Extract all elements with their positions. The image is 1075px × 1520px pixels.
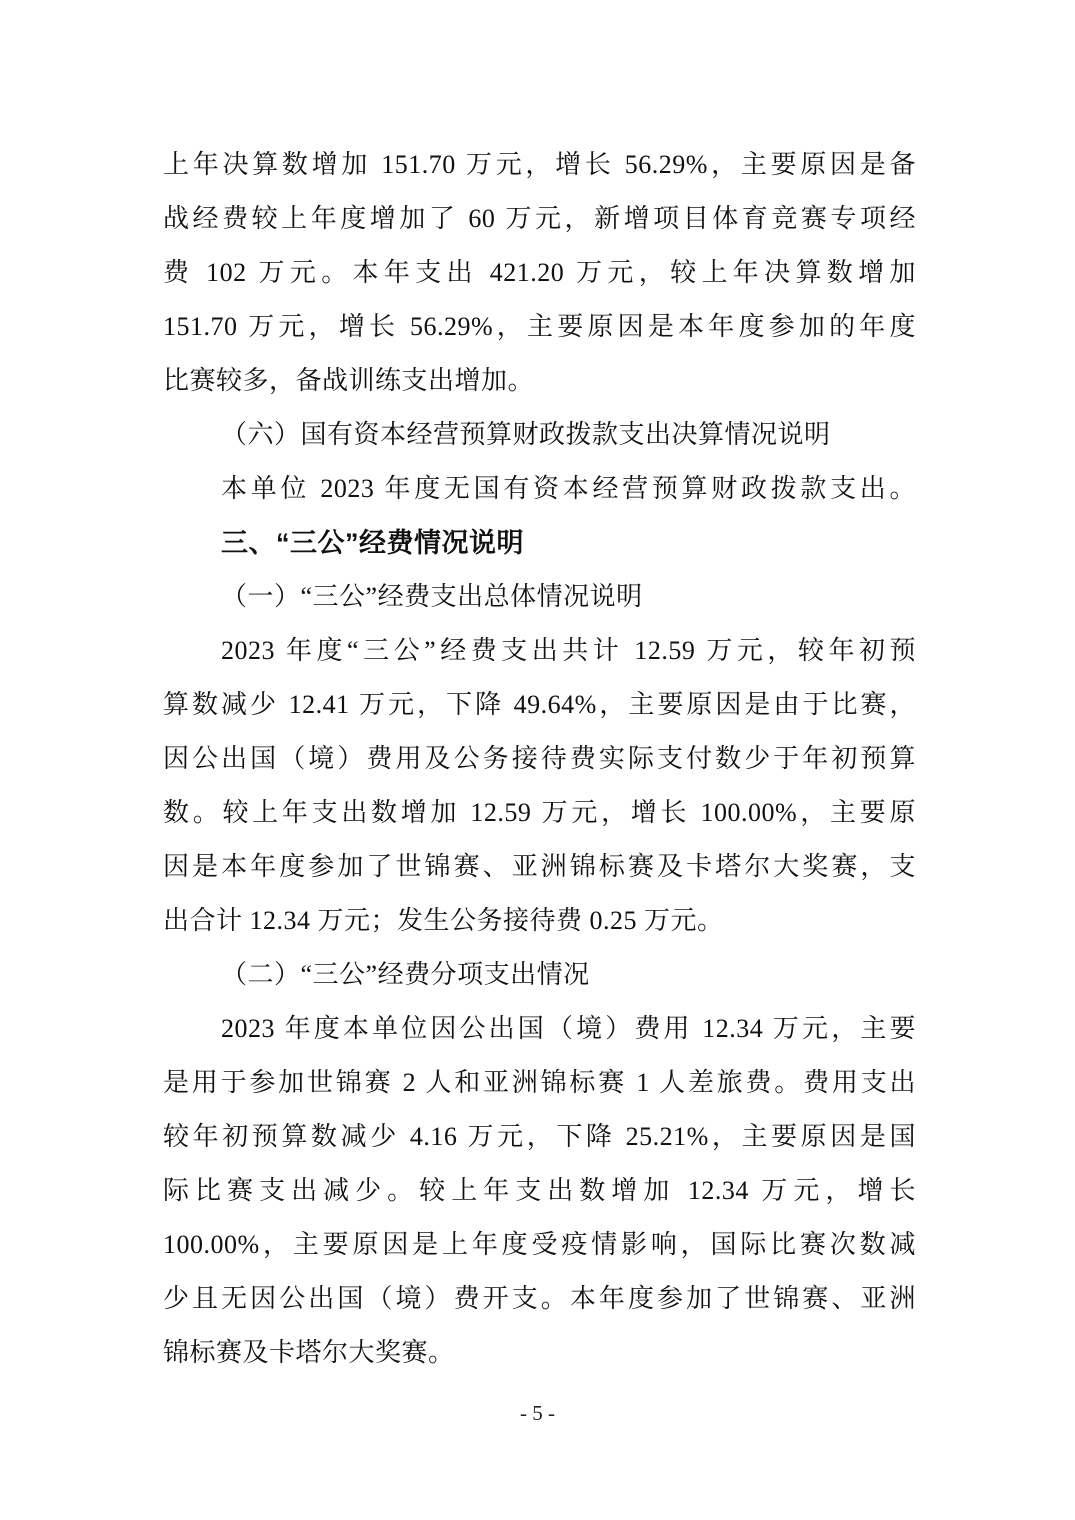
paragraph-line: 出合计 12.34 万元；发生公务接待费 0.25 万元。 <box>163 906 724 935</box>
paragraph-line: 因公出国（境）费用及公务接待费实际支付数少于年初预算 <box>163 744 916 773</box>
section-heading-6: （六）国有资本经营预算财政拨款支出决算情况说明 <box>221 420 831 449</box>
paragraph-line: 少且无因公出国（境）费开支。本年度参加了世锦赛、亚洲 <box>163 1284 916 1313</box>
paragraph-line: 战经费较上年度增加了 60 万元，新增项目体育竞赛专项经 <box>163 204 916 233</box>
page-footer <box>0 1398 1075 1428</box>
paragraph-line: 2023 年度本单位因公出国（境）费用 12.34 万元，主要 <box>221 1014 916 1043</box>
paragraph-line: 费 102 万元。本年支出 421.20 万元，较上年决算数增加 <box>163 258 916 287</box>
paragraph-line: 100.00%，主要原因是上年度受疫情影响，国际比赛次数减 <box>163 1230 916 1259</box>
paragraph-line: 锦标赛及卡塔尔大奖赛。 <box>163 1338 455 1367</box>
document-body <box>163 138 916 1380</box>
paragraph-line: 本单位 2023 年度无国有资本经营预算财政拨款支出。 <box>221 474 916 503</box>
section-heading-1: （一）“三公”经费支出总体情况说明 <box>221 582 643 611</box>
page-number: - 5 - <box>520 1401 555 1425</box>
paragraph-line: 数。较上年支出数增加 12.59 万元，增长 100.00%，主要原 <box>163 798 916 827</box>
section-heading-three: 三、“三公”经费情况说明 <box>221 528 524 558</box>
paragraph-line: 算数减少 12.41 万元，下降 49.64%，主要原因是由于比赛， <box>163 690 916 719</box>
paragraph-line: 因是本年度参加了世锦赛、亚洲锦标赛及卡塔尔大奖赛，支 <box>163 852 916 881</box>
paragraph-line: 是用于参加世锦赛 2 人和亚洲锦标赛 1 人差旅费。费用支出 <box>163 1068 916 1097</box>
paragraph-line: 151.70 万元，增长 56.29%，主要原因是本年度参加的年度 <box>163 312 916 341</box>
paragraph-line: 比赛较多，备战训练支出增加。 <box>163 366 535 395</box>
section-heading-2: （二）“三公”经费分项支出情况 <box>221 960 590 989</box>
paragraph-line: 2023 年度“三公”经费支出共计 12.59 万元，较年初预 <box>221 636 916 665</box>
paragraph-line: 际比赛支出减少。较上年支出数增加 12.34 万元，增长 <box>163 1176 916 1205</box>
paragraph-line: 较年初预算数减少 4.16 万元，下降 25.21%，主要原因是国 <box>163 1122 916 1151</box>
paragraph-line: 上年决算数增加 151.70 万元，增长 56.29%，主要原因是备 <box>163 150 916 179</box>
